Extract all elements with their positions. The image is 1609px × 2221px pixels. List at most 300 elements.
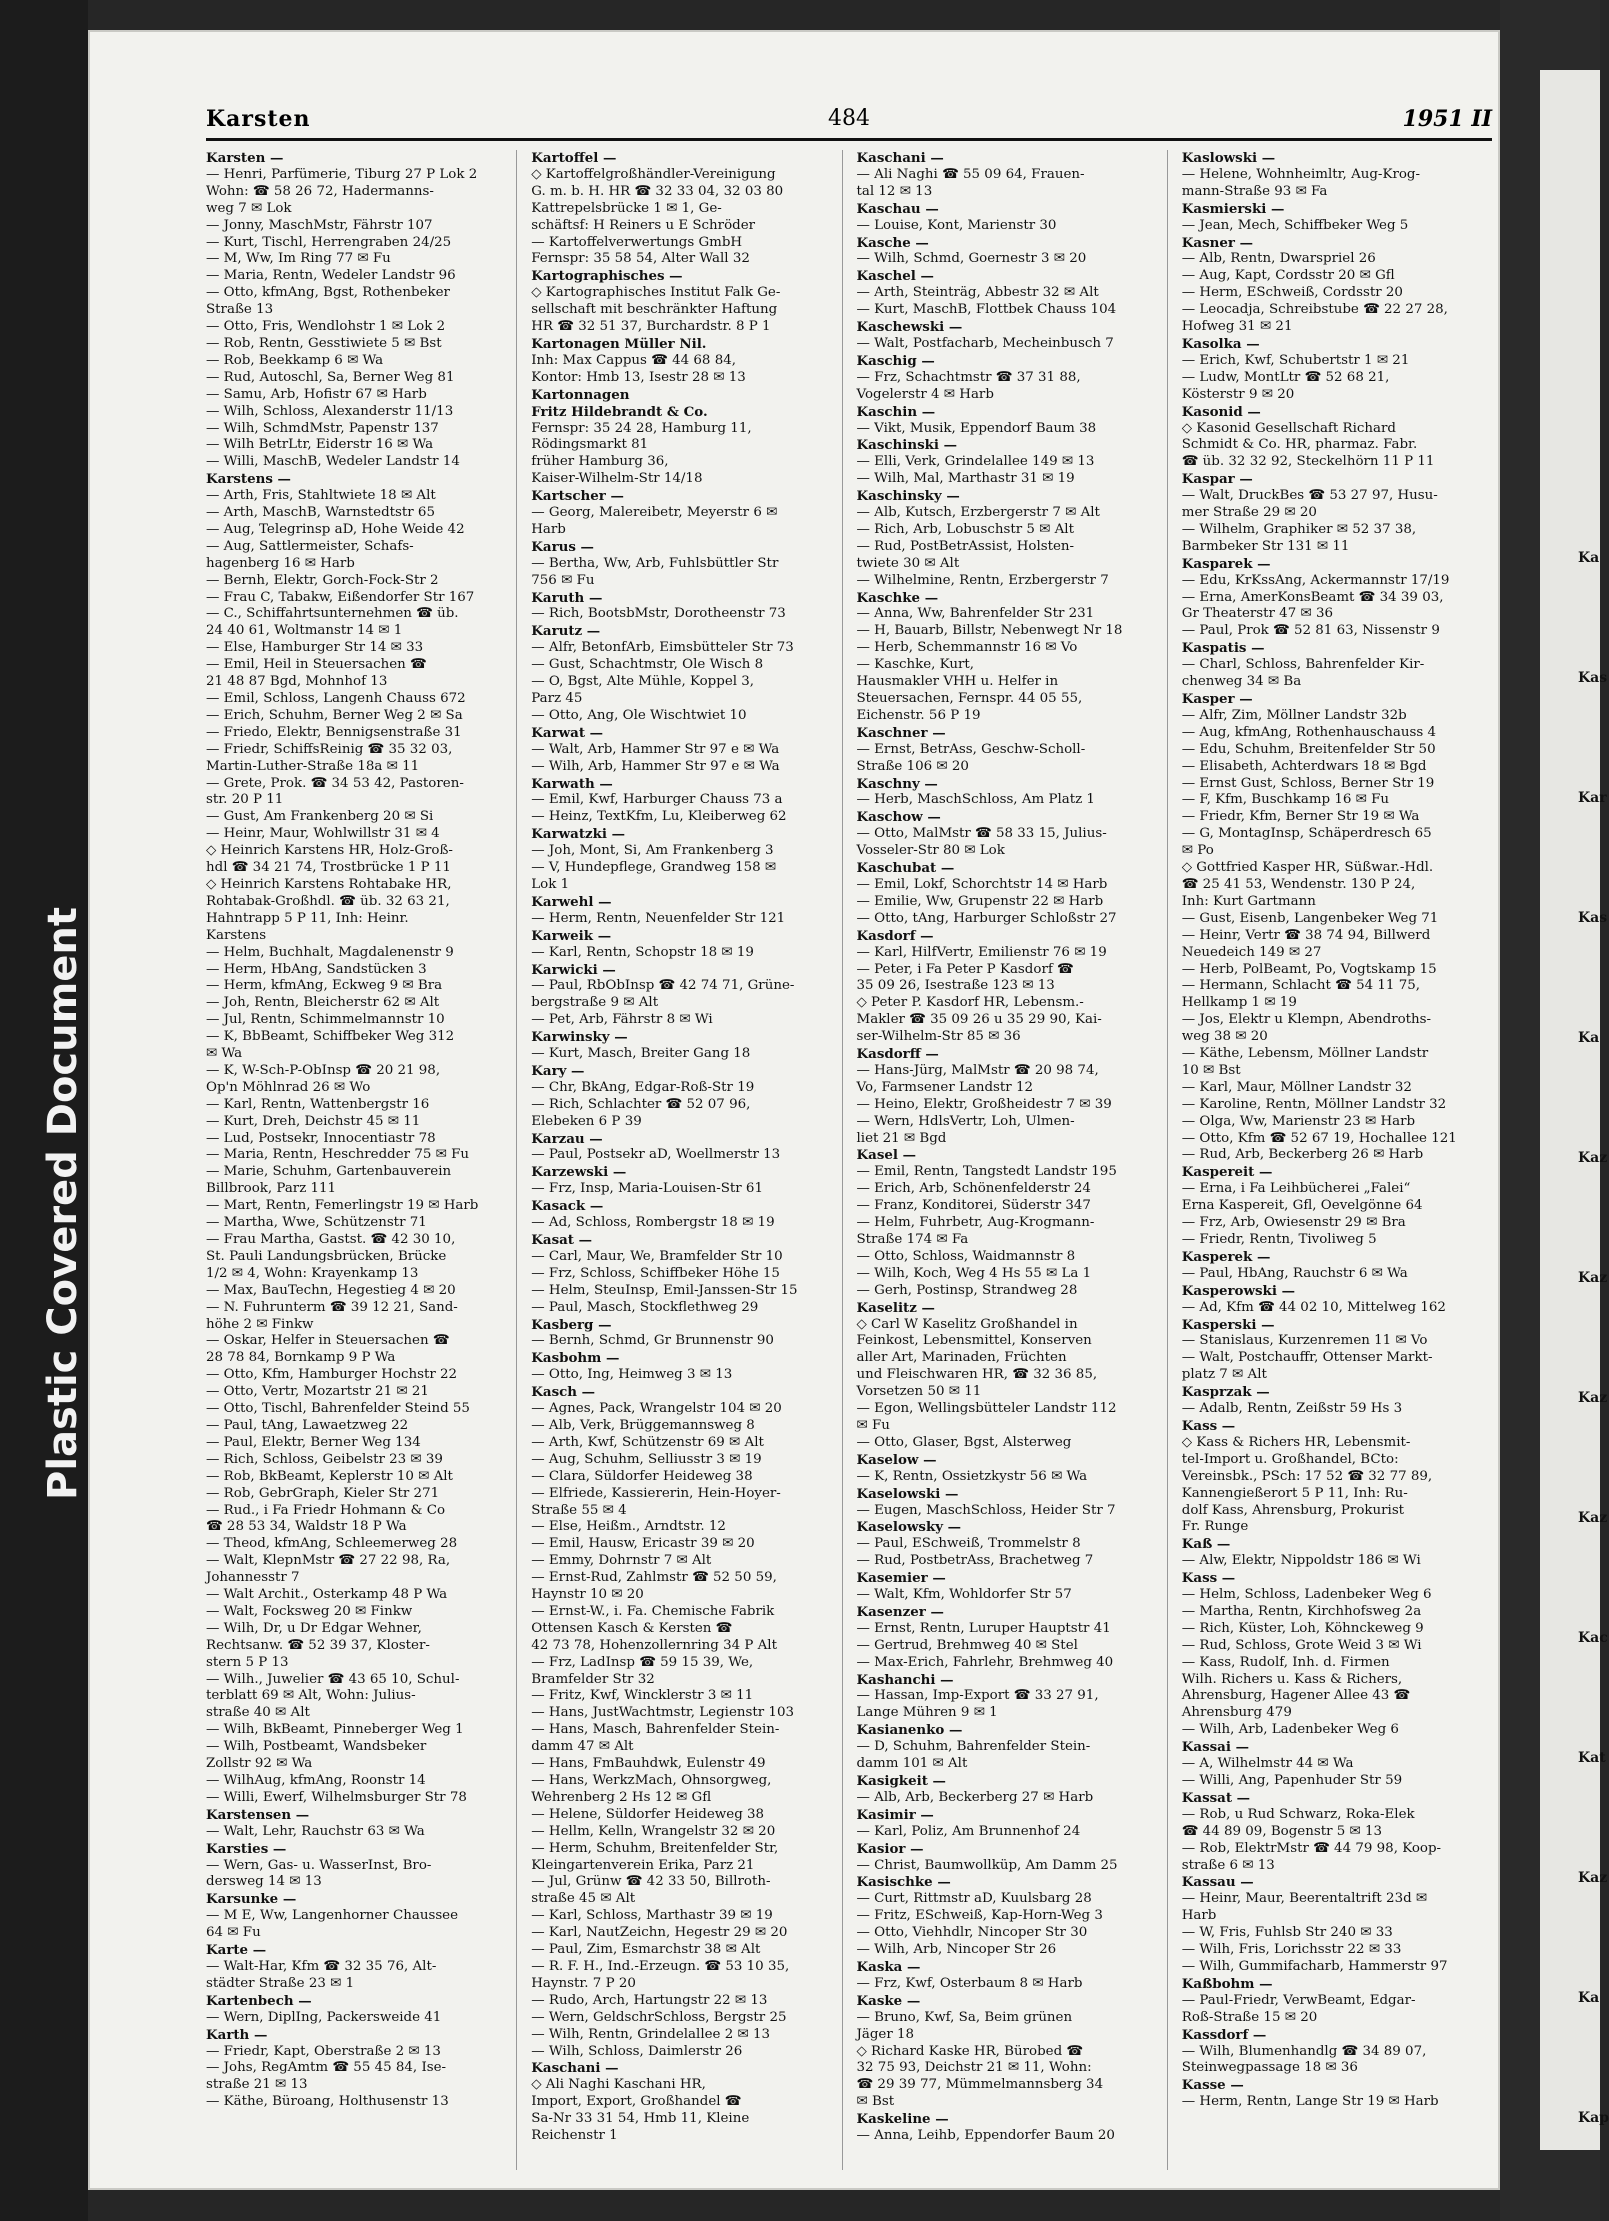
directory-line: — Kurt, Tischl, Herrengraben 24/25 bbox=[206, 234, 452, 250]
directory-line: — Rich, Schloss, Geibelstr 23 ✉ 39 bbox=[206, 1451, 443, 1467]
directory-line: — Kurt, Dreh, Deichstr 45 ✉ 11 bbox=[206, 1113, 421, 1129]
directory-line: 1/2 ✉ 4, Wohn: Krayenkamp 13 bbox=[206, 1265, 419, 1281]
directory-line: — Karl, NautZeichn, Hegestr 29 ✉ 20 bbox=[531, 1925, 788, 1941]
directory-line: Karstensen — bbox=[206, 1806, 310, 1823]
directory-line: damm 47 ✉ Alt bbox=[531, 1739, 634, 1755]
directory-line: Kaselowski — bbox=[856, 1485, 959, 1502]
directory-line: — Erna, i Fa Leihbücherei „Falei“ bbox=[1181, 1181, 1411, 1197]
directory-line: — Paul, Masch, Stockflethweg 29 bbox=[531, 1299, 759, 1315]
directory-line: Haynstr 10 ✉ 20 bbox=[531, 1587, 644, 1603]
directory-line: Straße 106 ✉ 20 bbox=[856, 758, 969, 774]
directory-line: Eichenstr. 56 P 19 bbox=[856, 707, 981, 723]
directory-line: Parz 45 bbox=[531, 691, 583, 706]
header-year: 1951 II bbox=[1402, 106, 1492, 132]
directory-line: — Lud, Postsekr, Innocentiastr 78 bbox=[206, 1130, 436, 1146]
directory-line: straße 45 ✉ Alt bbox=[531, 1891, 636, 1907]
directory-line: — M, Ww, Im Ring 77 ✉ Fu bbox=[206, 251, 391, 267]
directory-line: Harb bbox=[1181, 1908, 1217, 1924]
directory-line: Vorsetzen 50 ✉ 11 bbox=[856, 1384, 982, 1400]
directory-line: Erna Kaspereit, Gfl, Oevelgönne 64 bbox=[1181, 1198, 1423, 1214]
directory-line: Kasperek — bbox=[1181, 1248, 1271, 1265]
directory-line: ◇ Heinrich Karstens HR, Holz-Groß- bbox=[206, 843, 453, 859]
directory-line: Kasner — bbox=[1181, 234, 1253, 251]
directory-line: — Arth, Kwf, Schützenstr 69 ✉ Alt bbox=[531, 1434, 764, 1450]
directory-line: — Hans, FmBauhdwk, Eulenstr 49 bbox=[531, 1756, 766, 1772]
directory-line: Kasel — bbox=[856, 1147, 917, 1164]
directory-line: — Helm, Buchhalt, Magdalenenstr 9 bbox=[206, 944, 454, 960]
directory-line: — F, Kfm, Buschkamp 16 ✉ Fu bbox=[1181, 792, 1390, 808]
directory-line: Kaß — bbox=[1181, 1536, 1231, 1553]
directory-line: Makler ☎ 35 09 26 u 35 29 90, Kai- bbox=[856, 1012, 1102, 1028]
directory-line: ✉ Bst bbox=[856, 2094, 895, 2110]
directory-line: — Willi, MaschB, Wedeler Landstr 14 bbox=[206, 454, 460, 470]
directory-line: — A, Wilhelmstr 44 ✉ Wa bbox=[1181, 1756, 1354, 1772]
directory-line: — Gust, Am Frankenberg 20 ✉ Si bbox=[206, 809, 434, 825]
directory-line: — Fritz, ESchweiß, Kap-Horn-Weg 3 bbox=[856, 1908, 1103, 1924]
directory-line: — Marie, Schuhm, Gartenbauverein bbox=[206, 1164, 452, 1180]
directory-line: Straße 13 bbox=[206, 302, 274, 318]
directory-line: — Karl, HilfVertr, Emilienstr 76 ✉ 19 bbox=[856, 944, 1107, 960]
directory-line: — Gerh, Postinsp, Strandweg 28 bbox=[856, 1282, 1078, 1298]
directory-line: HR ☎ 32 51 37, Burchardstr. 8 P 1 bbox=[531, 319, 771, 335]
directory-line: — Otto, Glaser, Bgst, Alsterweg bbox=[856, 1434, 1072, 1450]
directory-line: — Rob, GebrGraph, Kieler Str 271 bbox=[206, 1485, 440, 1501]
directory-line: — Paul-Friedr, VerwBeamt, Edgar- bbox=[1181, 1992, 1416, 2008]
directory-line: — Erich, Kwf, Schubertstr 1 ✉ 21 bbox=[1181, 352, 1410, 368]
directory-line: ◇ Kartoffelgroßhändler-Vereinigung bbox=[531, 166, 776, 182]
directory-line: — Paul, HbAng, Rauchstr 6 ✉ Wa bbox=[1181, 1265, 1408, 1281]
directory-line: Kaskeline — bbox=[856, 2111, 949, 2128]
directory-line: Karsties — bbox=[206, 1840, 287, 1857]
directory-line: — Wilh, Gummifacharb, Hammerstr 97 bbox=[1181, 1958, 1448, 1974]
directory-line: ☎ 25 41 53, Wendenstr. 130 P 24, bbox=[1181, 876, 1416, 892]
directory-line: Kasch — bbox=[531, 1384, 596, 1401]
directory-line: — Friedr, SchiffsReinig ☎ 35 32 03, bbox=[206, 741, 453, 757]
directory-line: Hellkamp 1 ✉ 19 bbox=[1181, 995, 1297, 1011]
directory-line: — Christ, Baumwollküp, Am Damm 25 bbox=[856, 1857, 1118, 1873]
directory-line: — Karl, Schloss, Marthastr 39 ✉ 19 bbox=[531, 1908, 773, 1924]
directory-line: — Wilh BetrLtr, Eiderstr 16 ✉ Wa bbox=[206, 437, 434, 453]
directory-line: — Otto, Ang, Ole Wischtwiet 10 bbox=[531, 707, 747, 723]
column-1 bbox=[206, 150, 517, 2170]
directory-line: — Otto, MalMstr ☎ 58 33 15, Julius- bbox=[856, 826, 1107, 842]
directory-line: — Wilhelm, Graphiker ✉ 52 37 38, bbox=[1181, 521, 1417, 537]
directory-line: — Oskar, Helfer in Steuersachen ☎ bbox=[206, 1333, 450, 1349]
directory-line: — Paul, tAng, Lawaetzweg 22 bbox=[206, 1417, 409, 1433]
directory-line: Kaselowsky — bbox=[856, 1519, 962, 1536]
directory-line: — Friedr, Rentn, Tivoliweg 5 bbox=[1181, 1232, 1377, 1247]
directory-line: — Erich, Arb, Schönenfelderstr 24 bbox=[856, 1181, 1091, 1197]
directory-line: — Jos, Elektr u Klempn, Abendroths- bbox=[1181, 1012, 1432, 1028]
directory-line: ☎ 29 39 77, Mümmelmannsberg 34 bbox=[856, 2077, 1104, 2093]
directory-line: — Wern, Gas- u. WasserInst, Bro- bbox=[206, 1857, 432, 1873]
directory-line: — Ludw, MontLtr ☎ 52 68 21, bbox=[1181, 369, 1390, 385]
directory-line: — Walt, DruckBes ☎ 53 27 97, Husu- bbox=[1181, 488, 1438, 504]
directory-line: Fernspr: 35 24 28, Hamburg 11, bbox=[531, 420, 752, 436]
directory-line: Kassat — bbox=[1181, 1789, 1251, 1806]
directory-line: Kasior — bbox=[856, 1840, 924, 1857]
directory-line: Hofweg 31 ✉ 21 bbox=[1181, 319, 1293, 335]
header-keyword: Karsten bbox=[206, 106, 311, 132]
directory-line: Kasack — bbox=[531, 1198, 604, 1215]
directory-line: Rechtsanw. ☎ 52 39 37, Kloster- bbox=[206, 1637, 430, 1653]
directory-line: — Eugen, MaschSchloss, Heider Str 7 bbox=[856, 1502, 1116, 1518]
directory-line: dolf Kass, Ahrensburg, Prokurist bbox=[1181, 1502, 1405, 1518]
directory-line: — Frz, Kwf, Osterbaum 8 ✉ Harb bbox=[856, 1975, 1083, 1991]
directory-line: Kasmierski — bbox=[1181, 200, 1285, 217]
directory-line: Kassai — bbox=[1181, 1739, 1249, 1756]
directory-line: Kasimir — bbox=[856, 1806, 934, 1823]
directory-line: Kaschke — bbox=[856, 589, 939, 606]
directory-line: — Bernh, Elektr, Gorch-Fock-Str 2 bbox=[206, 572, 439, 588]
directory-line: Vogelerstr 4 ✉ Harb bbox=[856, 386, 994, 402]
directory-line: — Else, Hamburger Str 14 ✉ 33 bbox=[206, 640, 424, 656]
directory-line: Kartscher — bbox=[531, 488, 624, 505]
directory-line: — Bernh, Schmd, Gr Brunnenstr 90 bbox=[531, 1333, 774, 1349]
directory-line: Fernspr: 35 58 54, Alter Wall 32 bbox=[531, 251, 750, 267]
directory-line: — Max-Erich, Fahrlehr, Brehmweg 40 bbox=[856, 1654, 1114, 1670]
directory-line: — Willi, Ang, Papenhuder Str 59 bbox=[1181, 1773, 1403, 1788]
directory-line: — Elli, Verk, Grindelallee 149 ✉ 13 bbox=[856, 454, 1095, 470]
directory-line: Op'n Möhlnrad 26 ✉ Wo bbox=[206, 1079, 371, 1095]
directory-line: Vereinsbk., PSch: 17 52 ☎ 32 77 89, bbox=[1181, 1468, 1433, 1484]
directory-line: — Herm, Rentn, Lange Str 19 ✉ Harb bbox=[1181, 2094, 1439, 2110]
directory-line: — Rud., i Fa Friedr Hohmann & Co bbox=[206, 1502, 446, 1518]
directory-line: Hausmakler VHH u. Helfer in bbox=[856, 674, 1059, 690]
directory-line: Kassdorf — bbox=[1181, 2026, 1267, 2043]
directory-line: sellschaft mit beschränkter Haftung bbox=[531, 302, 778, 318]
directory-line: — Frau C, Tabakw, Eißendorfer Str 167 bbox=[206, 589, 475, 605]
directory-line: — Emilie, Ww, Grupenstr 22 ✉ Harb bbox=[856, 893, 1104, 909]
directory-line: — Wilh, BkBeamt, Pinneberger Weg 1 bbox=[206, 1722, 464, 1738]
directory-line: — Hermann, Schlacht ☎ 54 11 75, bbox=[1181, 978, 1420, 994]
page-header bbox=[206, 88, 1492, 141]
directory-line: — Alb, Rentn, Dwarspriel 26 bbox=[1181, 251, 1376, 267]
directory-line: — Emil, Schloss, Langenh Chauss 672 bbox=[206, 691, 466, 706]
directory-line: ◇ Kartographisches Institut Falk Ge- bbox=[531, 285, 781, 301]
directory-line: ◇ Kass & Richers HR, Lebensmit- bbox=[1181, 1434, 1411, 1450]
directory-line: Kasigkeit — bbox=[856, 1773, 946, 1789]
directory-line: höhe 2 ✉ Finkw bbox=[206, 1316, 314, 1332]
directory-line: — Ernst, BetrAss, Geschw-Scholl- bbox=[856, 741, 1086, 757]
column-3 bbox=[857, 150, 1168, 2170]
directory-line: — Karoline, Rentn, Möllner Landstr 32 bbox=[1181, 1096, 1447, 1112]
directory-line: Feinkost, Lebensmittel, Konserven bbox=[856, 1333, 1092, 1349]
directory-line: Kannengießerort 5 P 11, Inh: Ru- bbox=[1181, 1485, 1408, 1501]
directory-line: — H, Bauarb, Billstr, Nebenwegt Nr 18 bbox=[856, 623, 1123, 639]
directory-line: — Frz, Insp, Maria-Louisen-Str 61 bbox=[531, 1181, 763, 1197]
directory-line: — Käthe, Büroang, Holthusenstr 13 bbox=[206, 2094, 449, 2110]
directory-line: — Wilh, Rentn, Grindelallee 2 ✉ 13 bbox=[531, 2026, 771, 2042]
directory-line: chenweg 34 ✉ Ba bbox=[1181, 674, 1302, 690]
directory-line: — Rob, u Rud Schwarz, Roka-Elek bbox=[1181, 1806, 1415, 1822]
directory-line: Ottensen Kasch & Kersten ☎ bbox=[531, 1620, 733, 1636]
directory-line: früher Hamburg 36, bbox=[531, 454, 669, 470]
directory-line: — Walt, Arb, Hammer Str 97 e ✉ Wa bbox=[531, 741, 780, 757]
directory-line: — Bertha, Ww, Arb, Fuhlsbüttler Str bbox=[531, 555, 779, 571]
directory-line: Kartonnagen bbox=[531, 386, 630, 403]
directory-line: Fr. Runge bbox=[1181, 1519, 1249, 1535]
directory-line: Kaspatis — bbox=[1181, 640, 1265, 657]
directory-line: Karsten — bbox=[206, 150, 284, 166]
adjacent-page-mark: Kas bbox=[1578, 670, 1608, 686]
directory-line: 28 78 84, Bornkamp 9 P Wa bbox=[206, 1350, 396, 1366]
directory-line: ◇ Richard Kaske HR, Bürobed ☎ bbox=[856, 2043, 1084, 2059]
directory-line: Steinwegpassage 18 ✉ 36 bbox=[1181, 2060, 1358, 2076]
directory-line: Karus — bbox=[531, 538, 594, 555]
directory-line: weg 38 ✉ 20 bbox=[1181, 1029, 1268, 1045]
directory-line: — Emil, Kwf, Harburger Chauss 73 a bbox=[531, 792, 783, 808]
directory-line: Kaiser-Wilhelm-Str 14/18 bbox=[531, 471, 703, 487]
directory-line: 24 40 61, Woltmanstr 14 ✉ 1 bbox=[206, 623, 403, 639]
directory-line: — Wilh, Arb, Hammer Str 97 e ✉ Wa bbox=[531, 758, 780, 774]
directory-line: Kasberg — bbox=[531, 1316, 612, 1333]
directory-line: tal 12 ✉ 13 bbox=[856, 183, 933, 199]
directory-line: Wohn: ☎ 58 26 72, Hadermanns- bbox=[206, 183, 434, 199]
directory-line: — Kass, Rudolf, Inh. d. Firmen bbox=[1181, 1654, 1390, 1670]
directory-line: Reichenstr 1 bbox=[531, 2128, 618, 2144]
directory-line: — Rich, Küster, Loh, Köhnckeweg 9 bbox=[1181, 1620, 1424, 1636]
directory-line: — Alw, Elektr, Nippoldstr 186 ✉ Wi bbox=[1181, 1553, 1421, 1569]
directory-line: — Edu, KrKssAng, Ackermannstr 17/19 bbox=[1181, 572, 1450, 588]
directory-line: 21 48 87 Bgd, Mohnhof 13 bbox=[206, 674, 388, 690]
directory-line: — D, Schuhm, Bahrenfelder Stein- bbox=[856, 1739, 1091, 1755]
directory-line: 64 ✉ Fu bbox=[206, 1925, 261, 1941]
directory-line: — Gust, Schachtmstr, Ole Wisch 8 bbox=[531, 657, 764, 673]
directory-line: Roß-Straße 15 ✉ 20 bbox=[1181, 2009, 1318, 2025]
directory-line: — Clara, Süldorfer Heideweg 38 bbox=[531, 1468, 753, 1484]
directory-line: bergstraße 9 ✉ Alt bbox=[531, 995, 659, 1011]
directory-line: Kaschau — bbox=[856, 200, 939, 217]
directory-line: — Alfr, BetonfArb, Eimsbütteler Str 73 bbox=[531, 640, 794, 656]
directory-line: — Ad, Kfm ☎ 44 02 10, Mittelweg 162 bbox=[1181, 1299, 1446, 1315]
directory-line: — Pet, Arb, Fährstr 8 ✉ Wi bbox=[531, 1012, 713, 1028]
directory-line: — Gertrud, Brehmweg 40 ✉ Stel bbox=[856, 1637, 1078, 1653]
directory-line: — Georg, Malereibetr, Meyerstr 6 ✉ bbox=[531, 505, 778, 521]
directory-line: — Kurt, Masch, Breiter Gang 18 bbox=[531, 1046, 751, 1062]
directory-line: — Hans-Jürg, MalMstr ☎ 20 98 74, bbox=[856, 1062, 1099, 1078]
directory-line: — Otto, Schloss, Waidmannstr 8 bbox=[856, 1248, 1076, 1264]
directory-line: Kaselow — bbox=[856, 1451, 937, 1468]
directory-line: — Elfriede, Kassiererin, Hein-Hoyer- bbox=[531, 1485, 781, 1501]
directory-line: mann-Straße 93 ✉ Fa bbox=[1181, 183, 1328, 199]
directory-line: ◇ Peter P. Kasdorf HR, Lebensm.- bbox=[856, 995, 1084, 1011]
directory-line: Kartographisches — bbox=[531, 268, 683, 285]
directory-line: — Arth, Fris, Stahltwiete 18 ✉ Alt bbox=[206, 488, 436, 504]
directory-line: — Wilhelmine, Rentn, Erzbergerstr 7 bbox=[856, 572, 1109, 588]
directory-line: Bramfelder Str 32 bbox=[531, 1671, 655, 1687]
directory-line: — Friedr, Kfm, Berner Str 19 ✉ Wa bbox=[1181, 809, 1420, 825]
directory-line: Billbrook, Parz 111 bbox=[206, 1181, 337, 1197]
directory-line: Kartenbech — bbox=[206, 1992, 312, 2009]
directory-line: Karstens bbox=[206, 927, 267, 943]
directory-line: — Walt, Postfacharb, Mecheinbusch 7 bbox=[856, 335, 1114, 351]
directory-line: Johannesstr 7 bbox=[206, 1570, 300, 1586]
directory-line: Kartonagen Müller Nil. bbox=[531, 335, 707, 352]
directory-line: Hahntrapp 5 P 11, Inh: Heinr. bbox=[206, 910, 409, 926]
directory-line: Kaßbohm — bbox=[1181, 1975, 1273, 1992]
directory-line: Harb bbox=[531, 521, 566, 537]
directory-line: — Aug, Sattlermeister, Schafs- bbox=[206, 538, 414, 554]
directory-line: — Bruno, Kwf, Sa, Beim grünen bbox=[856, 2009, 1073, 2025]
directory-line: — Olga, Ww, Marienstr 23 ✉ Harb bbox=[1181, 1113, 1416, 1129]
directory-line: Kaske — bbox=[856, 1992, 921, 2009]
directory-line: platz 7 ✉ Alt bbox=[1181, 1367, 1267, 1383]
directory-line: — Ali Naghi ☎ 55 09 64, Frauen- bbox=[856, 166, 1085, 182]
directory-line: Kaspereit — bbox=[1181, 1164, 1273, 1181]
directory-line: Kösterstr 9 ✉ 20 bbox=[1181, 386, 1295, 402]
directory-line: — Martha, Wwe, Schützenstr 71 bbox=[206, 1215, 427, 1231]
directory-line: ◇ Ali Naghi Kaschani HR, bbox=[531, 2077, 706, 2093]
directory-line: — Otto, Kfm, Hamburger Hochstr 22 bbox=[206, 1367, 458, 1383]
directory-line: 10 ✉ Bst bbox=[1181, 1062, 1241, 1078]
directory-line: — Otto, Vertr, Mozartstr 21 ✉ 21 bbox=[206, 1384, 429, 1400]
directory-line: Kattrepelsbrücke 1 ✉ 1, Ge- bbox=[531, 200, 722, 216]
directory-line: — Frz, Arb, Owiesenstr 29 ✉ Bra bbox=[1181, 1215, 1406, 1231]
directory-line: Kaschow — bbox=[856, 809, 941, 826]
directory-line: — Emil, Heil in Steuersachen ☎ bbox=[206, 657, 427, 673]
directory-line: — Herm, Rentn, Neuenfelder Str 121 bbox=[531, 910, 786, 926]
directory-line: Karwinsky — bbox=[531, 1029, 628, 1046]
directory-line: — O, Bgst, Alte Mühle, Koppel 3, bbox=[531, 674, 755, 690]
directory-line: Karwicki — bbox=[531, 961, 616, 978]
directory-line: Karwehl — bbox=[531, 893, 612, 910]
directory-line: Kass — bbox=[1181, 1570, 1236, 1587]
directory-line: — V, Hundepflege, Grandweg 158 ✉ bbox=[531, 860, 777, 876]
directory-line: Kasdorf — bbox=[856, 927, 934, 944]
directory-line: — Arth, MaschB, Warnstedtstr 65 bbox=[206, 505, 435, 521]
directory-line: — Mart, Rentn, Femerlingstr 19 ✉ Harb bbox=[206, 1198, 479, 1214]
directory-line: — Herm, HbAng, Sandstücken 3 bbox=[206, 961, 427, 977]
directory-line: Martin-Luther-Straße 18a ✉ 11 bbox=[206, 758, 420, 774]
directory-line: Kaschewski — bbox=[856, 319, 963, 336]
directory-line: — Wilh, SchmdMstr, Papenstr 137 bbox=[206, 420, 439, 436]
adjacent-page-mark: Kaz bbox=[1578, 1150, 1608, 1166]
directory-line: str. 20 P 11 bbox=[206, 792, 284, 808]
directory-line: ◇ Carl W Kaselitz Großhandel in bbox=[856, 1316, 1078, 1332]
directory-line: Karwat — bbox=[531, 724, 604, 741]
directory-line: Wilh. Richers u. Kass & Richers, bbox=[1181, 1671, 1403, 1687]
directory-line: — K, BbBeamt, Schiffbeker Weg 312 bbox=[206, 1029, 455, 1045]
directory-line: — Rud, Schloss, Grote Weid 3 ✉ Wi bbox=[1181, 1637, 1422, 1653]
directory-line: — Martha, Rentn, Kirchhofsweg 2a bbox=[1181, 1603, 1422, 1619]
directory-line: Kaschner — bbox=[856, 724, 946, 741]
directory-line: Kaschig — bbox=[856, 352, 935, 369]
directory-line: dersweg 14 ✉ 13 bbox=[206, 1874, 322, 1890]
directory-line: 42 73 78, Hohenzollernring 34 P Alt bbox=[531, 1637, 777, 1653]
directory-line: Kartoffel — bbox=[531, 150, 617, 166]
directory-line: Neuedeich 149 ✉ 27 bbox=[1181, 944, 1322, 960]
directory-line: Kaschani — bbox=[856, 150, 944, 166]
adjacent-page-mark: Kac bbox=[1578, 1630, 1608, 1646]
directory-line: ☎ 28 53 34, Waldstr 18 P Wa bbox=[206, 1519, 407, 1535]
directory-line: — Helm, Fuhrbetr, Aug-Krogmann- bbox=[856, 1215, 1095, 1231]
directory-line: — Adalb, Rentn, Zeißstr 59 Hs 3 bbox=[1181, 1401, 1403, 1417]
directory-line: — Peter, i Fa Peter P Kasdorf ☎ bbox=[856, 961, 1074, 977]
directory-line: Import, Export, Großhandel ☎ bbox=[531, 2094, 742, 2110]
directory-line: — Paul, Elektr, Berner Weg 134 bbox=[206, 1434, 421, 1450]
directory-line: Zollstr 92 ✉ Wa bbox=[206, 1756, 313, 1772]
directory-line: — Heinr, Maur, Beerentaltrift 23d ✉ bbox=[1181, 1891, 1428, 1907]
directory-line: — Emil, Lokf, Schorchtstr 14 ✉ Harb bbox=[856, 876, 1108, 892]
directory-line: — Alfr, Zim, Möllner Landstr 32b bbox=[1181, 707, 1407, 723]
directory-line: — Wilh, Postbeamt, Wandsbeker bbox=[206, 1739, 427, 1755]
directory-line: Kaschin — bbox=[856, 403, 936, 420]
directory-line: — Jonny, MaschMstr, Fährstr 107 bbox=[206, 217, 433, 233]
directory-line: Kassau — bbox=[1181, 1874, 1254, 1891]
directory-line: — Rob, BkBeamt, Keplerstr 10 ✉ Alt bbox=[206, 1468, 453, 1484]
directory-line: Karzau — bbox=[531, 1130, 603, 1147]
directory-line: — Arth, Steinträg, Abbestr 32 ✉ Alt bbox=[856, 285, 1099, 301]
directory-line: Kleingartenverein Erika, Parz 21 bbox=[531, 1857, 755, 1873]
column-4 bbox=[1182, 150, 1492, 2170]
directory-line: — Stanislaus, Kurzenremen 11 ✉ Vo bbox=[1181, 1333, 1428, 1349]
directory-line: — Otto, Fris, Wendlohstr 1 ✉ Lok 2 bbox=[206, 319, 446, 335]
directory-line: — Karl, Rentn, Wattenbergstr 16 bbox=[206, 1096, 430, 1112]
directory-line: Karsunke — bbox=[206, 1891, 297, 1908]
directory-line: weg 7 ✉ Lok bbox=[206, 200, 292, 216]
directory-line: — Paul, Postsekr aD, Woellmerstr 13 bbox=[531, 1147, 781, 1163]
directory-line: — Kurt, MaschB, Flottbek Chauss 104 bbox=[856, 302, 1117, 318]
directory-line: Karwath — bbox=[531, 775, 613, 792]
directory-line: — Curt, Rittmstr aD, Kuulsbarg 28 bbox=[856, 1891, 1092, 1907]
directory-line: — Rob, Beekkamp 6 ✉ Wa bbox=[206, 352, 384, 368]
adjacent-page-mark: Kaz bbox=[1578, 1270, 1608, 1286]
directory-line: G. m. b. H. HR ☎ 32 33 04, 32 03 80 bbox=[531, 183, 784, 199]
directory-line: St. Pauli Landungsbrücken, Brücke bbox=[206, 1248, 447, 1264]
directory-line: — Otto, kfmAng, Bgst, Rothenbeker bbox=[206, 285, 450, 301]
directory-line: — Jul, Grünw ☎ 42 33 50, Billroth- bbox=[531, 1874, 771, 1890]
directory-line: Kaspar — bbox=[1181, 471, 1253, 488]
directory-line: 32 75 93, Deichstr 21 ✉ 11, Wohn: bbox=[856, 2060, 1092, 2076]
directory-line: — Wern, DiplIng, Packersweide 41 bbox=[206, 2009, 442, 2025]
directory-line: — Louise, Kont, Marienstr 30 bbox=[856, 217, 1057, 233]
directory-line: Kasonid — bbox=[1181, 403, 1261, 420]
directory-line: — Paul, RbObInsp ☎ 42 74 71, Grüne- bbox=[531, 978, 795, 994]
directory-line: — Frz, Schloss, Schiffbeker Höhe 15 bbox=[531, 1265, 780, 1281]
directory-line: straße 6 ✉ 13 bbox=[1181, 1857, 1275, 1873]
directory-line: Karutz — bbox=[531, 623, 601, 640]
directory-line: Vosseler-Str 80 ✉ Lok bbox=[856, 843, 1005, 859]
directory-line: — Carl, Maur, We, Bramfelder Str 10 bbox=[531, 1248, 783, 1264]
directory-line: — Heino, Elektr, Großheidestr 7 ✉ 39 bbox=[856, 1096, 1112, 1112]
directory-line: Inh: Kurt Gartmann bbox=[1181, 893, 1316, 909]
directory-line: — Walt-Har, Kfm ☎ 32 35 76, Alt- bbox=[206, 1958, 437, 1974]
directory-line: Kasparek — bbox=[1181, 555, 1271, 572]
directory-line: — Charl, Schloss, Bahrenfelder Kir- bbox=[1181, 657, 1425, 673]
directory-line: mer Straße 29 ✉ 20 bbox=[1181, 505, 1317, 521]
side-label: Plastic Covered Document bbox=[40, 906, 86, 1500]
directory-line: Karzewski — bbox=[531, 1164, 627, 1181]
directory-line: — Wilh, Koch, Weg 4 Hs 55 ✉ La 1 bbox=[856, 1265, 1092, 1281]
directory-line: straße 21 ✉ 13 bbox=[206, 2077, 308, 2093]
directory-line: — Hans, WerkzMach, Ohnsorgweg, bbox=[531, 1773, 772, 1788]
directory-line: städter Straße 23 ✉ 1 bbox=[206, 1975, 355, 1991]
directory-line: Karweik — bbox=[531, 927, 612, 944]
directory-line: — Herb, MaschSchloss, Am Platz 1 bbox=[856, 792, 1095, 808]
directory-line: — Frau Martha, Gastst. ☎ 42 30 10, bbox=[206, 1232, 456, 1247]
directory-line: — Heinz, TextKfm, Lu, Kleiberweg 62 bbox=[531, 809, 787, 825]
directory-line: — Vikt, Musik, Eppendorf Baum 38 bbox=[856, 420, 1097, 436]
directory-line: — Joh, Mont, Si, Am Frankenberg 3 bbox=[531, 843, 774, 859]
directory-line: Kasperski — bbox=[1181, 1316, 1275, 1333]
directory-line: 756 ✉ Fu bbox=[531, 572, 595, 588]
directory-line: — Rud, PostBetrAssist, Holsten- bbox=[856, 538, 1075, 554]
directory-line: — Heinr, Maur, Wohlwillstr 31 ✉ 4 bbox=[206, 826, 440, 842]
directory-line: — Kaschke, Kurt, bbox=[856, 657, 975, 673]
directory-line: — Hassan, Imp-Export ☎ 33 27 91, bbox=[856, 1688, 1099, 1704]
directory-line: — Frz, LadInsp ☎ 59 15 39, We, bbox=[531, 1654, 754, 1670]
